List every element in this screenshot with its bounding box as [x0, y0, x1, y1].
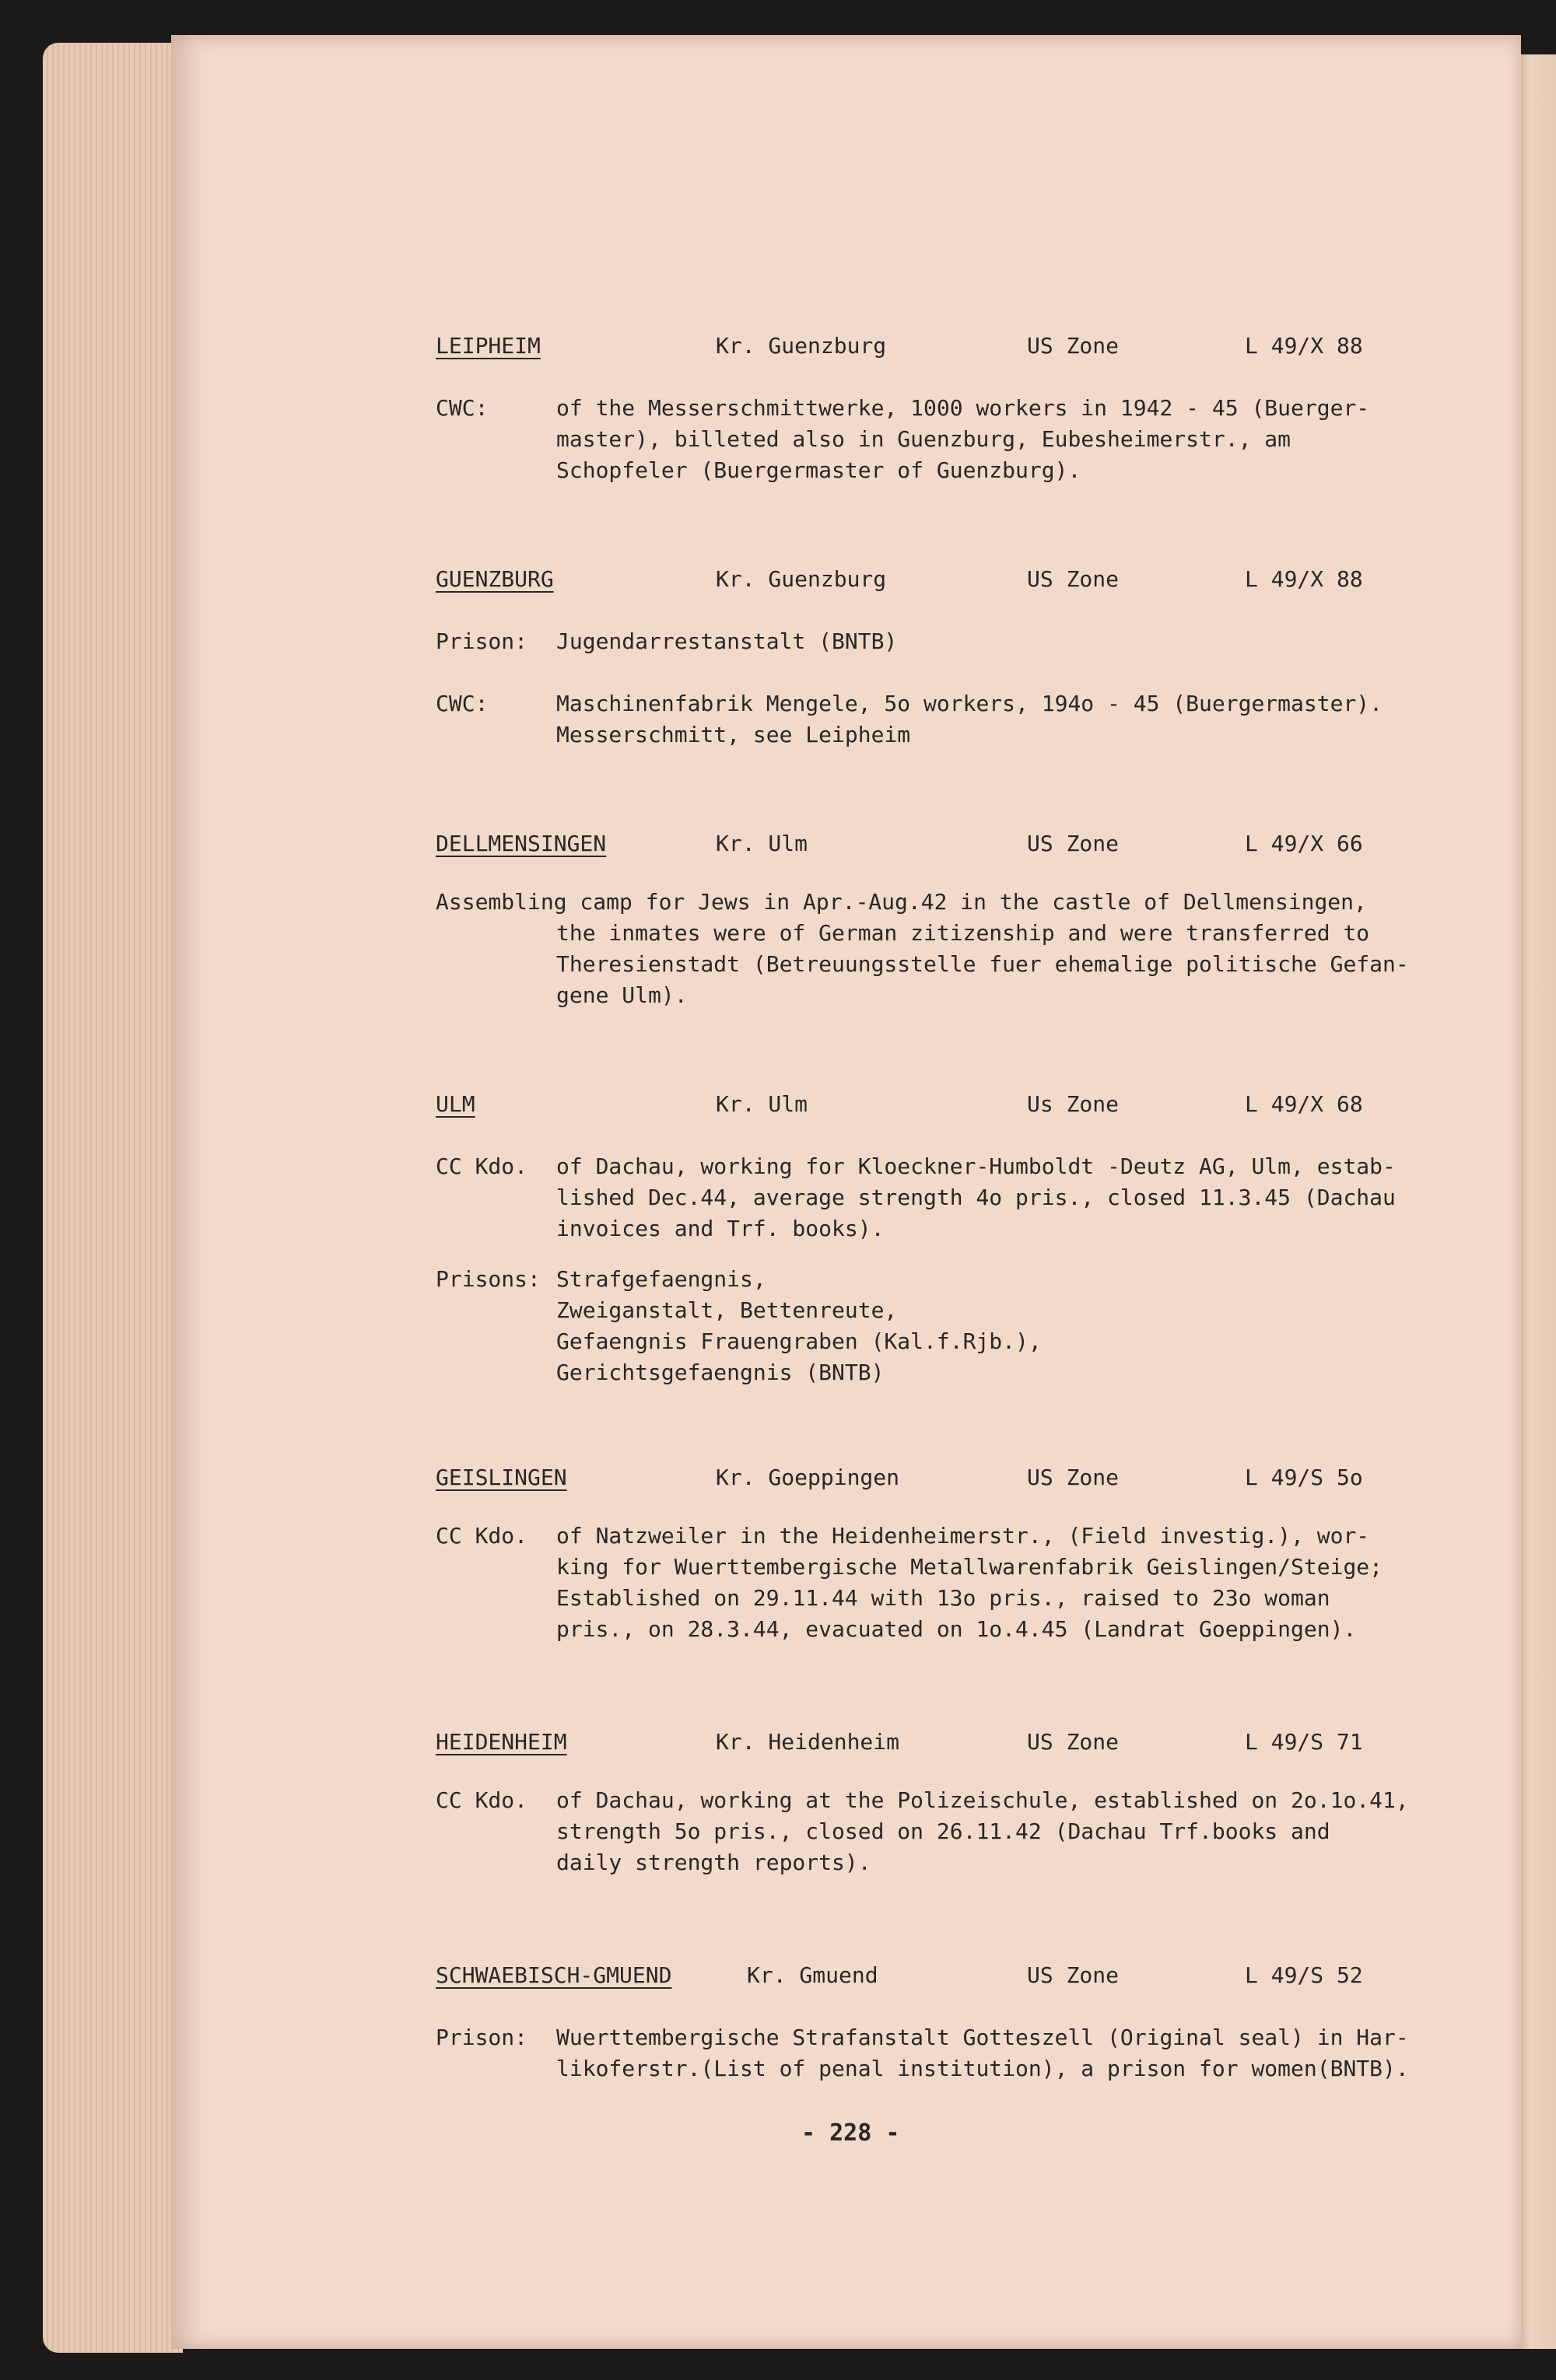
entry-line: Gerichtsgefaengnis (BNTB)	[556, 1360, 885, 1385]
entry-district: Kr. Ulm	[716, 831, 808, 856]
entry-line: king for Wuerttembergische Metallwarenfabrik Geislingen/Steige;	[556, 1554, 1383, 1580]
entry-line: Messerschmitt, see Leipheim	[556, 722, 911, 747]
entry-district: Kr. Goeppingen	[716, 1465, 900, 1490]
entry-place: HEIDENHEIM	[436, 1729, 567, 1755]
entry-line: of the Messerschmittwerke, 1000 workers in 1942 - 45 (Buerger-	[556, 395, 1370, 421]
entry-label: Prison:	[436, 2025, 528, 2050]
entry-line: of Natzweiler in the Heidenheimerstr., (Field investig.), wor-	[556, 1523, 1370, 1549]
entry-district: Kr. Heidenheim	[716, 1729, 900, 1755]
entry-line: Assembling camp for Jews in Apr.-Aug.42 in the castle of Dellmensingen,	[436, 889, 1367, 915]
entry-ref: L 49/S 71	[1245, 1729, 1363, 1755]
book-page-edges	[43, 43, 183, 2353]
entry-line: Jugendarrestanstalt (BNTB)	[556, 628, 898, 654]
entry-line: Maschinenfabrik Mengele, 5o workers, 194o - 45 (Buergermaster).	[556, 691, 1383, 716]
entry-district: Kr. Gmuend	[747, 1962, 878, 1988]
entry-line: of Dachau, working at the Polizeischule, established on 2o.1o.41,	[556, 1787, 1409, 1813]
entry-label: CC Kdo.	[436, 1787, 528, 1813]
entry-line: Schopfeler (Buergermaster of Guenzburg).	[556, 457, 1081, 483]
entry-line: Theresienstadt (Betreuungsstelle fuer ehemalige politische Gefan-	[556, 951, 1409, 977]
entry-ref: L 49/X 88	[1245, 333, 1363, 359]
entry-ref: L 49/S 52	[1245, 1962, 1363, 1988]
entry-zone: US Zone	[1027, 1465, 1120, 1490]
entry-line: Zweiganstalt, Bettenreute,	[556, 1297, 898, 1323]
entry-label: Prison:	[436, 628, 528, 654]
entry-zone: US Zone	[1027, 333, 1120, 359]
entry-line: gene Ulm).	[556, 982, 688, 1008]
entry-line: invoices and Trf. books).	[556, 1216, 885, 1241]
entry-district: Kr. Guenzburg	[716, 566, 887, 592]
entry-ref: L 49/S 5o	[1245, 1465, 1363, 1490]
entry-zone: Us Zone	[1027, 1091, 1120, 1117]
entry-line: master), billeted also in Guenzburg, Eubesheimerstr., am	[556, 426, 1291, 452]
page-number: - 228 -	[801, 2119, 900, 2147]
entry-district: Kr. Ulm	[716, 1091, 808, 1117]
entry-district: Kr. Guenzburg	[716, 333, 887, 359]
entry-line: of Dachau, working for Kloeckner-Humboldt -Deutz AG, Ulm, estab-	[556, 1153, 1396, 1179]
entry-label: CC Kdo.	[436, 1153, 528, 1179]
entry-line: pris., on 28.3.44, evacuated on 1o.4.45 (Landrat Goeppingen).	[556, 1616, 1357, 1642]
entry-label: CWC:	[436, 395, 489, 421]
entry-ref: L 49/X 68	[1245, 1091, 1363, 1117]
entry-zone: US Zone	[1027, 1729, 1120, 1755]
entry-zone: US Zone	[1027, 566, 1120, 592]
entry-place: GEISLINGEN	[436, 1465, 567, 1490]
entry-line: lished Dec.44, average strength 4o pris., closed 11.3.45 (Dachau	[556, 1185, 1396, 1210]
entry-line: the inmates were of German zitizenship and were transferred to	[556, 920, 1370, 946]
entry-place: LEIPHEIM	[436, 333, 541, 359]
entry-zone: US Zone	[1027, 831, 1120, 856]
entry-zone: US Zone	[1027, 1962, 1120, 1988]
entry-place: GUENZBURG	[436, 566, 554, 592]
entry-line: Established on 29.11.44 with 13o pris., raised to 23o woman	[556, 1585, 1330, 1611]
entry-label: CC Kdo.	[436, 1523, 528, 1549]
entry-label: Prisons:	[436, 1266, 541, 1292]
entry-line: daily strength reports).	[556, 1850, 871, 1875]
entry-place: ULM	[436, 1091, 475, 1117]
entry-line: Gefaengnis Frauengraben (Kal.f.Rjb.),	[556, 1328, 1042, 1354]
entry-line: Wuerttembergische Strafanstalt Gotteszell (Original seal) in Har-	[556, 2025, 1409, 2050]
entry-ref: L 49/X 88	[1245, 566, 1363, 592]
entry-line: likoferstr.(List of penal institution), a prison for women(BNTB).	[556, 2056, 1409, 2081]
entry-ref: L 49/X 66	[1245, 831, 1363, 856]
entry-label: CWC:	[436, 691, 489, 716]
entry-place: SCHWAEBISCH-GMUEND	[436, 1962, 672, 1988]
entry-place: DELLMENSINGEN	[436, 831, 607, 856]
entry-line: strength 5o pris., closed on 26.11.42 (Dachau Trf.books and	[556, 1818, 1330, 1844]
entry-line: Strafgefaengnis,	[556, 1266, 766, 1292]
